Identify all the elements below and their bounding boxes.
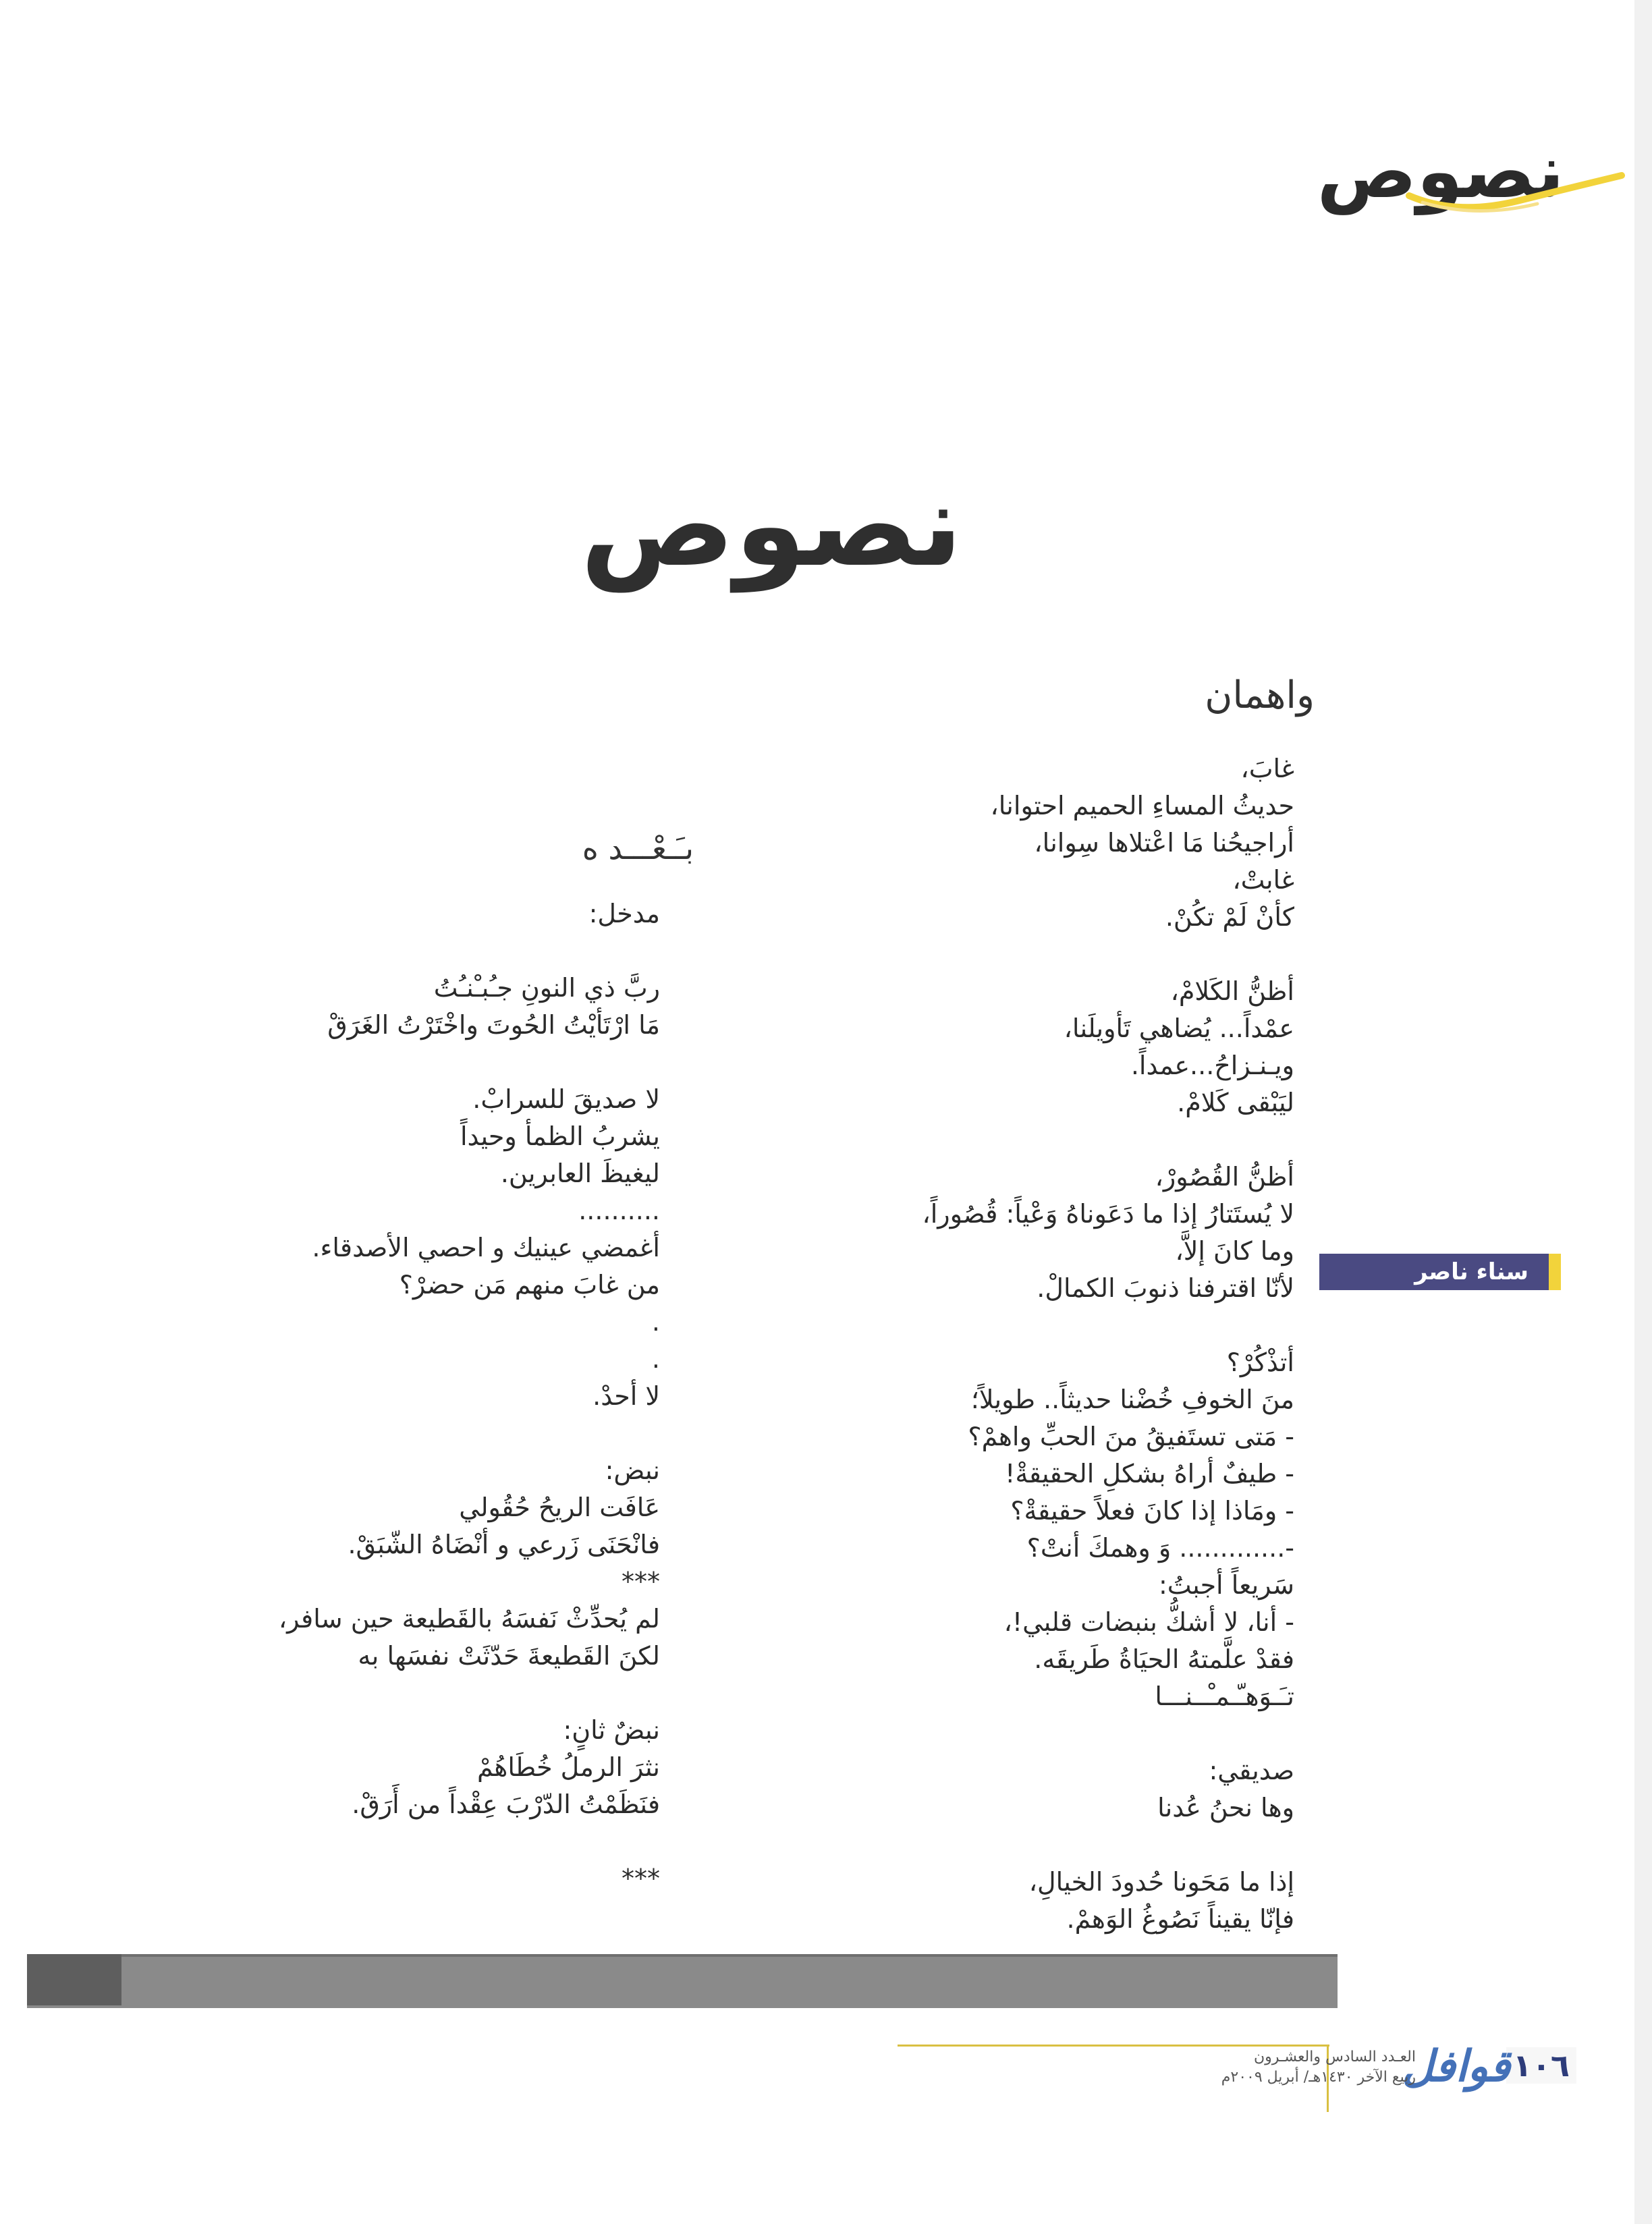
poem-line: . [651,1344,660,1374]
grey-band-end [27,1954,121,2005]
poem-line: نبضٌ ثانٍ: [563,1715,660,1745]
poem-baadah [53,895,660,1897]
poem-line: ربَّ ذي النونِ جـُبـْنـُتُ [433,973,660,1003]
poem-line: يشربُ الظمأ وحيداً [460,1121,660,1151]
poem-line: ليغيظَ العابرين. [500,1159,660,1188]
stanza-gap [53,1044,660,1081]
magazine-logo: قوافل [1402,2042,1510,2092]
poem-line: أظنُّ الكَلامْ، [1170,976,1294,1006]
poem-line: لا صديقَ للسرابْ. [472,1084,660,1114]
poem-line: لكنَ القَطيعةَ حَدّثَتْ نفسَها به [358,1641,660,1671]
yellow-swoosh-decoration [1402,169,1625,223]
stanza-gap [53,1823,660,1860]
poem-wahiman [687,750,1294,1938]
poem-title-wahiman: واهمان [1205,673,1315,717]
poem-line: .......... [578,1196,660,1225]
poem-line: مَا ارْتَأيْتُ الحُوتَ واخْتَرْتُ الغَرَقْ [327,1010,660,1040]
poem-line: نبض: [605,1455,660,1485]
poem-line: . [651,1307,660,1337]
poem-line: غابَ، [1240,754,1294,783]
author-name: سناء ناصر [1414,1258,1529,1285]
poem-line: مدخل: [588,899,660,928]
poem-line: - ومَاذا إذا كانَ فعلاً حقيقةْ؟ [1010,1496,1294,1526]
poem-line: صديقي: [1209,1756,1294,1785]
poem-line: كأنْ لَمْ تكُنْ. [1165,902,1294,932]
issue-line-1: العـدد السادس والعشـرون [1253,2049,1416,2065]
page-number: ١٠٦ [1506,2047,1576,2084]
poem-line: أظنُّ القُصُورْ، [1155,1162,1294,1192]
grey-divider-band [27,1954,1338,2008]
poem-line: - أنا، لا أشكُّ بنبضات قلبي!، [1003,1607,1294,1637]
poem-line: من غابَ منهم مَن حضرْ؟ [399,1270,660,1300]
poem-line: حديثُ المساءِ الحميم احتوانا، [990,791,1294,821]
poem-line: نثرَ الرملُ خُطَاهُمْ [477,1752,660,1782]
poem-line: عمْداً... يُضاهي تَأويلَنا، [1064,1013,1294,1043]
poem-line: لا يُستَتارُ إذا ما دَعَوناهُ وَعْياً: قُصُوراً، [922,1199,1294,1229]
issue-line-2: ربيع الآخر ١٤٣٠هـ/ أبريل ٢٠٠٩م [1221,2069,1416,2086]
poem-line: ليَبْقى كَلامْ. [1177,1088,1294,1117]
poem-line: منَ الخوفِ خُضْنا حديثاً.. طويلاً؛ [970,1385,1294,1414]
page-edge-strip [1634,0,1652,2224]
poem-line: أراجيحُنا مَا اعْتلاها سِوانا، [1034,828,1294,858]
poem-line: فنَظَمْتُ الدّرْبَ عِقْداً من أَرَقْ. [352,1789,660,1819]
stanza-gap [53,933,660,970]
stanza-gap [53,1675,660,1712]
poem-line: إذا ما مَحَونا حُدودَ الخيالِ، [1028,1867,1294,1897]
stanza-gap [687,1121,1294,1159]
poem-line: *** [622,1864,660,1893]
poem-line: أتذْكُرْ؟ [1226,1347,1294,1377]
poem-line: لا أحدْ. [593,1381,660,1411]
page-title: نصوص [580,459,963,592]
footer-rule [898,2045,1329,2047]
poem-line: - طيفٌ أراهُ بشكلِ الحقيقةْ! [1005,1459,1294,1489]
poem-line: غابتْ، [1232,865,1294,895]
poem-line: - مَتى تستَفيقُ منَ الحبِّ واهمْ؟ [968,1422,1294,1451]
poem-line: أغمضي عينيك و احصي الأصدقاء. [312,1233,660,1262]
poem-line: لم يُحدِّثْ نَفسَهُ بالقَطيعة حين سافر، [278,1604,660,1634]
stanza-gap [687,936,1294,973]
poem-line: تـَـوَهـّـمـْــنـــا [1155,1681,1294,1711]
poem-line: ويـنـزاحُ...عمداً. [1130,1051,1294,1080]
poem-line: وما كانَ إلاَّ، [1175,1236,1294,1266]
poem-line: فإنّا يقيناً نَصُوغُ الوَهمْ. [1066,1904,1294,1934]
author-badge [1319,1254,1561,1290]
poem-line: عَافَت الريحُ حُقُولي [459,1493,660,1522]
poem-line: سَريعاً أجبتُ: [1158,1570,1294,1600]
poem-line: فانْحَنَى زَرعي و أنْضَاهُ الشّبَقْ. [348,1530,660,1559]
stanza-gap [687,1827,1294,1864]
poem-title-baadah: بـَـعْـــد ه [582,830,694,866]
poem-line: فقدْ علَّمتهُ الحيَاةُ طَريقَه. [1034,1644,1294,1674]
poem-line: -............. وَ وهمكَ أنتْ؟ [1026,1533,1294,1563]
poem-line: وها نحنُ عُدنا [1157,1793,1294,1823]
stanza-gap [687,1307,1294,1344]
section-tag: نصوص [1317,128,1564,215]
poem-line: *** [622,1567,660,1596]
stanza-gap [687,1715,1294,1752]
poem-line: لأنّا اقترفنا ذنوبَ الكمالْ. [1037,1273,1294,1303]
stanza-gap [53,1415,660,1452]
